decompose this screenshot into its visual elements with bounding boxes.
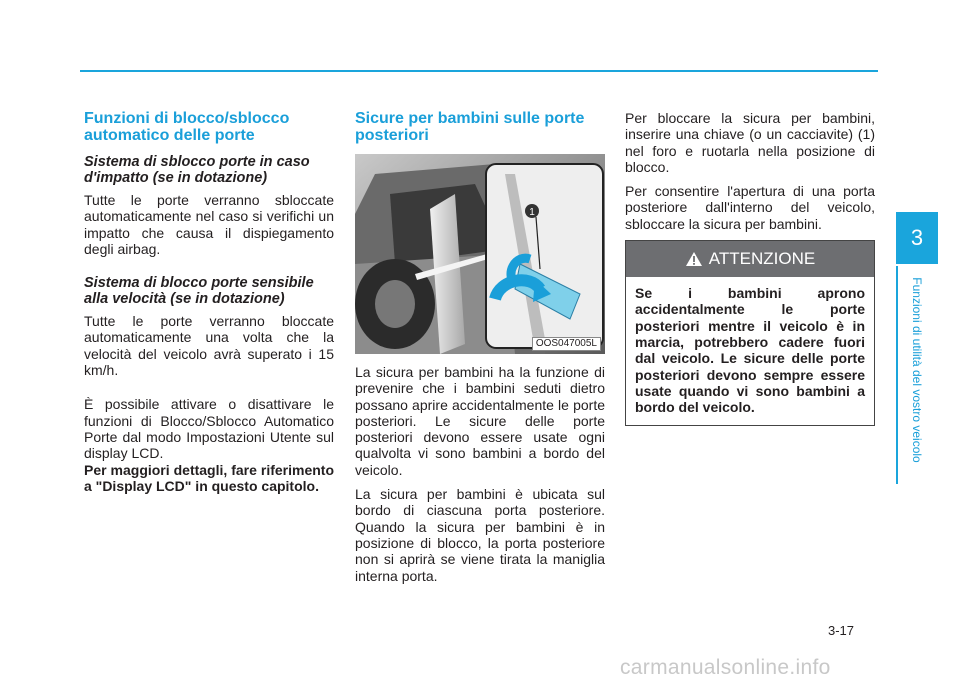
column-left [84,110,334,502]
paragraph-lock-instructions: Per bloccare la sicura per bambini, inserire una chiave (o un cacciavite) (1) nel foro e ruotarla nella posizione di blocco. [625,110,875,175]
warning-triangle-icon [685,251,703,267]
top-rule [80,70,878,72]
paragraph-impact-unlock: Tutte le porte verranno sbloccate automaticamente nel caso si verifichi un impatto che causa il dispiegamento degli airbag. [84,192,334,257]
side-rule [896,266,898,484]
section-heading-auto-lock: Funzioni di blocco/sblocco automatico delle porte [84,110,290,144]
column-middle [355,110,605,592]
callout-number: 1 [529,207,535,218]
paragraph-lcd-reference: Per maggiori dettagli, fare riferimento a "Display LCD" in questo capitolo. [84,461,334,494]
chapter-tab: 3 [896,212,938,264]
paragraph-child-lock-location: La sicura per bambini è ubicata sul bordo di ciascuna porta posteriore. Quando la sicura per bambini è in posizione di blocco, la porta posteriore non si aprirà se viene tirata la maniglia interna porta. [355,486,605,584]
car-door-illustration [355,154,605,354]
paragraph-child-lock-purpose: La sicura per bambini ha la funzione di prevenire che i bambini seduti dietro possano aprire accidentalmente le porte posteriori. Le sicure delle porte posteriori devono essere usate ogni qualvolta vi sono bambini a bordo del veicolo. [355,364,605,478]
paragraph-lcd-settings: È possibile attivare o disattivare le funzioni di Blocco/Sblocco Automatico Porte dal modo Impostazioni Utente sul display LCD. [84,396,334,462]
subheading-speed-lock: Sistema di blocco porte sensibile alla velocità (se in dotazione) [84,275,314,308]
warning-title: ATTENZIONE [708,249,816,269]
paragraph-unlock-instructions: Per consentire l'apertura di una porta posteriore dall'interno del veicolo, sbloccare la sicura per bambini. [625,183,875,232]
section-heading-child-lock: Sicure per bambini sulle porte posteriori [355,110,585,144]
chapter-label: Funzioni di utilità del vostro veicolo [910,277,924,463]
warning-box [625,240,875,426]
child-lock-illustration [355,154,605,354]
warning-header [626,241,874,277]
subheading-impact-unlock: Sistema di sblocco porte in caso d'impatto (se in dotazione) [84,154,310,186]
paragraph-speed-lock: Tutte le porte verranno bloccate automaticamente una volta che la velocità del veicolo avrà superato i 15 km/h. [84,313,334,379]
warning-text: Se i bambini aprono accidentalmente le porte posteriori mentre il veicolo è in marcia, potrebbero cadere fuori dal veicolo. Le sicure delle porte posteriori devono sempre essere usate quando vi sono bambini a bordo del veicolo. [635,285,865,416]
page-number: 3-17 [828,623,855,638]
figure-code: OOS047005L [532,337,601,351]
column-right [625,110,875,426]
watermark: carmanualsonline.info [620,656,831,679]
